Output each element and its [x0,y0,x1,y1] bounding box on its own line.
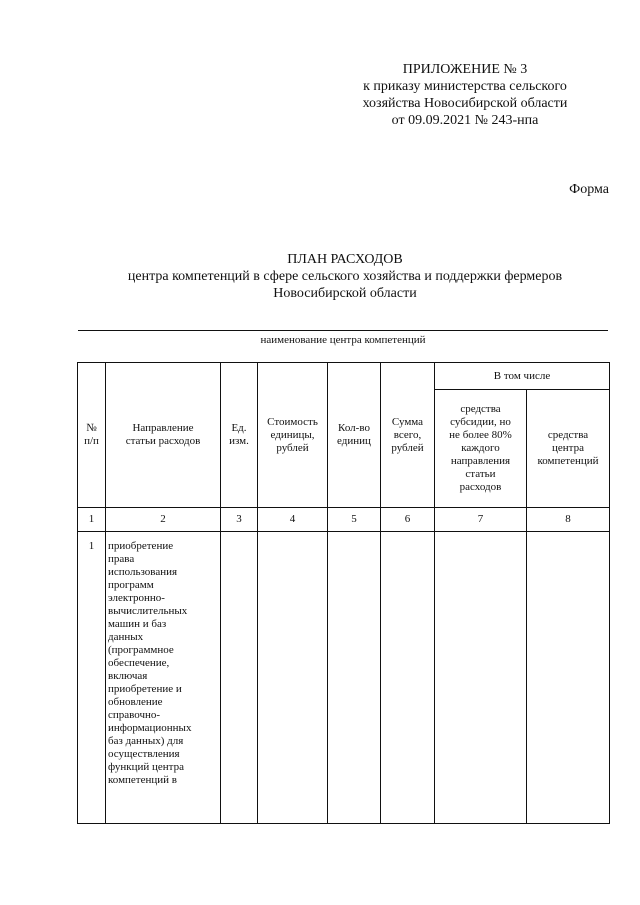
appendix-header [330,61,600,129]
header-quantity: Кол-во единиц [328,363,381,508]
title-region: Новосибирской области [273,286,417,301]
column-number: 6 [381,508,435,532]
center-name-line [78,330,608,331]
header-num: № п/п [78,363,106,508]
row-center-funds [527,532,610,824]
title-main: ПЛАН РАСХОДОВ [287,252,403,267]
table-row [78,532,610,824]
form-label: Форма [569,182,609,197]
row-subsidy [435,532,527,824]
header-total: Сумма всего, рублей [381,363,435,508]
appendix-number: ПРИЛОЖЕНИЕ № 3 [402,62,528,77]
column-number: 8 [527,508,610,532]
column-number: 7 [435,508,527,532]
column-number-row [78,508,610,532]
appendix-order-date: от 09.09.2021 № 243-нпа [391,113,539,128]
row-direction: приобретение права использования программ электронно- вычислительных машин и баз данных (программное обеспечение, включая приобретение и обновление справочно- информационных баз данных) для осуществления функций центра компетенций в [106,532,221,824]
row-number: 1 [78,532,106,824]
expense-plan-table [77,362,610,824]
header-unit: Ед. изм. [221,363,258,508]
header-direction: Направление статьи расходов [106,363,221,508]
row-quantity [328,532,381,824]
header-subsidy: средства субсидии, но не более 80% каждого направления статьи расходов [435,390,527,508]
row-total [381,532,435,824]
column-number: 1 [78,508,106,532]
appendix-ministry: хозяйства Новосибирской области [362,96,568,111]
header-center-funds: средства центра компетенций [527,390,610,508]
row-unit [221,532,258,824]
title-subtitle: центра компетенций в сфере сельского хозяйства и поддержки фермеров [127,269,563,284]
header-including: В том числе [435,363,610,390]
header-unit-cost: Стоимость единицы, рублей [258,363,328,508]
appendix-order-ref: к приказу министерства сельского [363,79,567,94]
row-unit-cost [258,532,328,824]
column-number: 3 [221,508,258,532]
center-name-caption: наименование центра компетенций [260,334,426,346]
column-number: 5 [328,508,381,532]
column-number: 2 [106,508,221,532]
document-title [80,251,610,302]
column-number: 4 [258,508,328,532]
